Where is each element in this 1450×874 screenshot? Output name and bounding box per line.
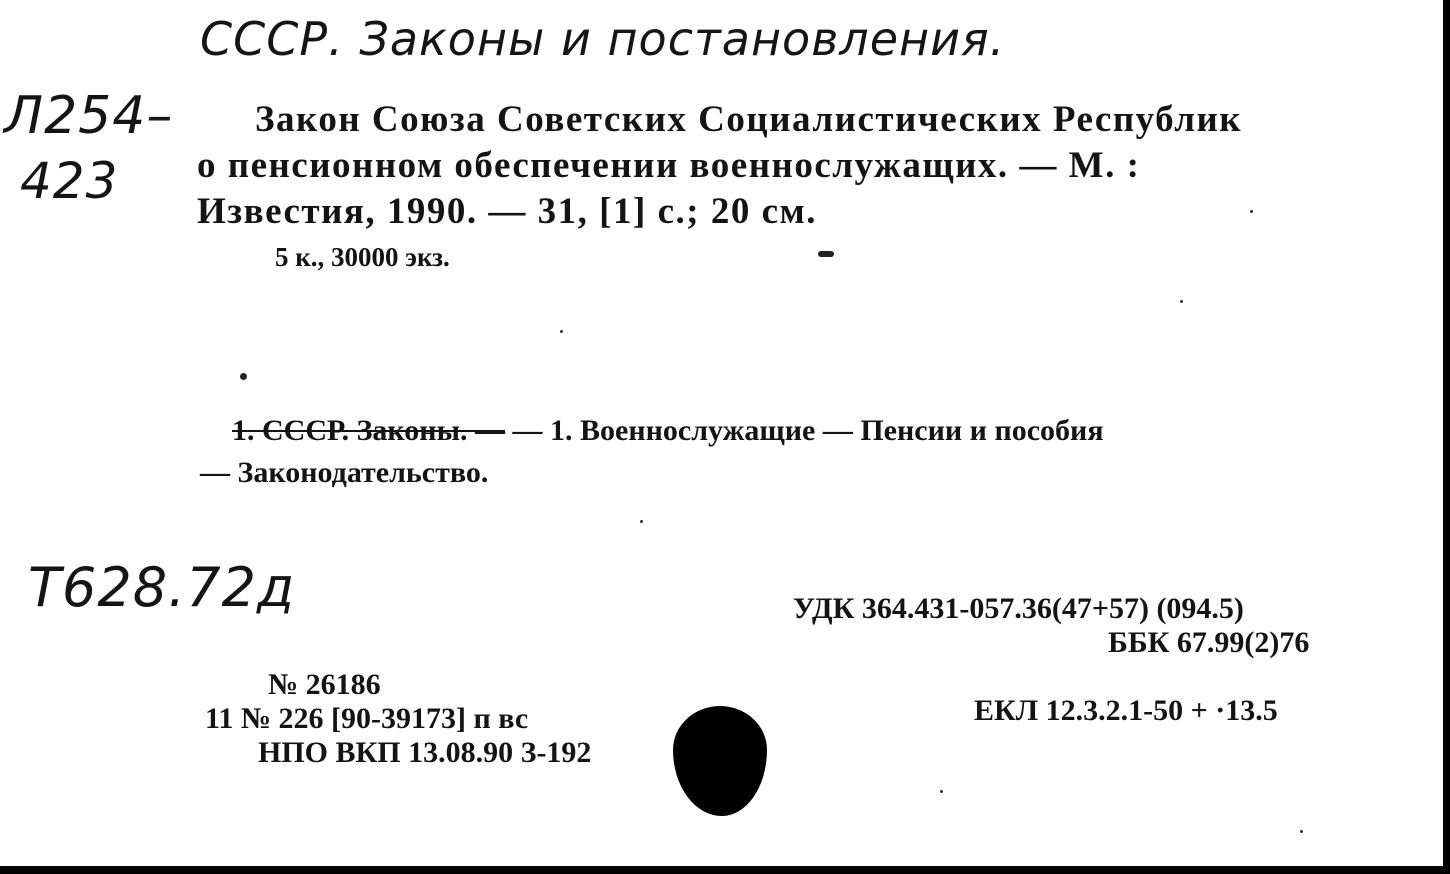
- bbk-code: ББК 67.99(2)76: [1108, 626, 1310, 659]
- card-number: № 26186: [268, 668, 381, 701]
- shelf-mark-line1: Л254–: [4, 86, 174, 146]
- title-line-3: Известия, 1990. — 31, [1] с.; 20 см.: [197, 191, 817, 232]
- speck: [1180, 300, 1183, 303]
- struck-tracing: 1. СССР. Законы. —: [232, 414, 506, 447]
- scan-edge-bottom: [0, 866, 1450, 874]
- handwritten-class-mark: Т628.72д: [28, 556, 296, 619]
- speck: [640, 520, 643, 523]
- npo-line: НПО ВКП 13.08.90 З-192: [258, 736, 592, 769]
- ekl-code: ЕКЛ 12.3.2.1-50 + ·13.5: [974, 694, 1278, 727]
- price-line: 5 к., 30000 экз.: [275, 242, 450, 272]
- ink-blot: [673, 706, 767, 816]
- speck: [940, 790, 943, 793]
- ink-mark: [818, 251, 834, 257]
- ink-dot: [240, 373, 247, 380]
- speck: [560, 330, 563, 333]
- scan-edge-right: [1443, 0, 1450, 874]
- handwritten-heading: СССР. Законы и постановления.: [200, 12, 1006, 66]
- speck: [1250, 210, 1253, 213]
- order-number: 11 № 226 [90-39173] п вс: [205, 702, 529, 735]
- shelf-mark-line2: 423: [20, 152, 119, 210]
- title-line-1: Закон Союза Советских Социалистических Республик: [255, 99, 1243, 140]
- title-line-2: о пенсионном обеспечении военнослужащих. — М. :: [197, 145, 1141, 186]
- subject-tracing: — 1. Военнослужащие — Пенсии и пособия: [505, 414, 1104, 447]
- speck: [1300, 830, 1303, 833]
- tracing-line-1: [232, 414, 1104, 448]
- udk-code: УДК 364.431-057.36(47+57) (094.5): [793, 592, 1244, 625]
- tracing-line-2: — Законодательство.: [200, 456, 489, 489]
